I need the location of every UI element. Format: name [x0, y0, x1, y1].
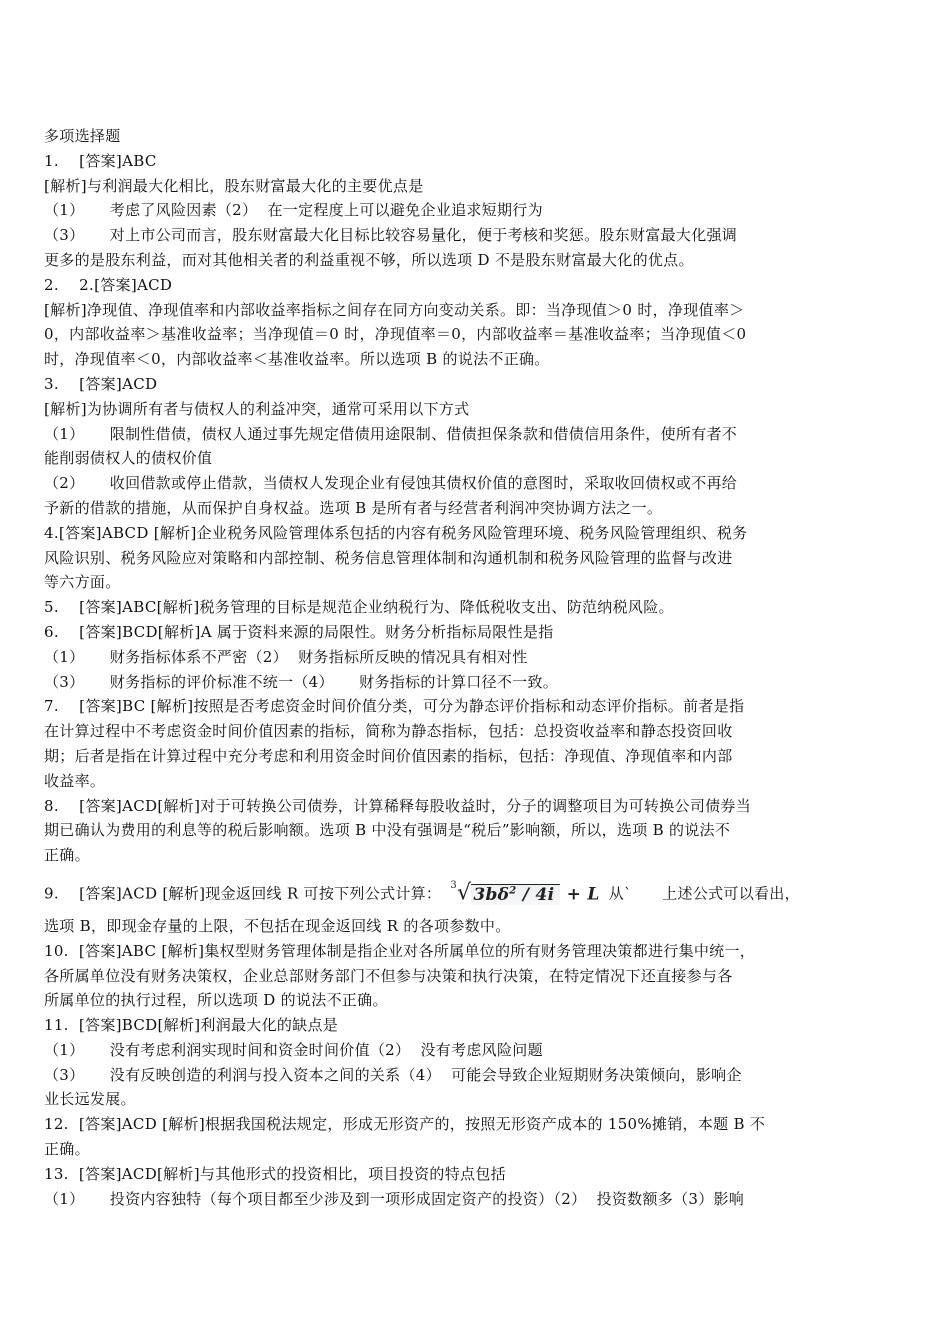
text-line: （1） 考虑了风险因素（2） 在一定程度上可以避免企业追求短期行为 [44, 201, 543, 220]
text-line: 13. [答案]ACD[解析]与其他形式的投资相比，项目投资的特点包括 [44, 1164, 506, 1183]
question-9-line [44, 868, 814, 914]
text-line: （3） 财务指标的评价标准不统一（4） 财务指标的计算口径不一致。 [44, 672, 559, 691]
text-line: 6. [答案]BCD[解析]A 属于资料来源的局限性。财务分析指标局限性是指 [44, 622, 554, 641]
text-line: 等六方面。 [44, 573, 121, 592]
text-line: 11. [答案]BCD[解析]利润最大化的缺点是 [44, 1016, 339, 1035]
cash-return-line-formula [450, 868, 599, 921]
text-line: 更多的是股东利益，而对其他相关者的利益重视不够，所以选项 D 不是股东财富最大化的优点。 [44, 250, 694, 269]
text-line: 期；后者是指在计算过程中充分考虑和利用资金时间价值因素的指标，包括：净现值、净现值率和内部 [44, 746, 733, 765]
formula-root-index: 3 [450, 879, 457, 891]
text-line: 在计算过程中不考虑资金时间价值因素的指标，简称为静态指标，包括：总投资收益率和静态投资回收 [44, 722, 733, 741]
text-line: （1） 限制性借债，债权人通过事先规定借债用途限制、借债担保条款和借债信用条件，使所有者不 [44, 424, 738, 443]
text-line: （3） 对上市公司而言，股东财富最大化目标比较容易量化，便于考核和奖惩。股东财富最大化强调 [44, 226, 738, 245]
question-9-text: 9. [答案]ACD [解析]现金返回线 R 可按下列公式计算： [44, 884, 442, 903]
text-line: [解析]与利润最大化相比，股东财富最大化的主要优点是 [44, 176, 424, 195]
text-line: [解析]为协调所有者与债权人的利益冲突，通常可采用以下方式 [44, 399, 470, 418]
text-line: 各所属单位没有财务决策权，企业总部财务部门不但参与决策和执行决策，在特定情况下还直接参与各 [44, 966, 733, 985]
text-line: 时，净现值率＜0，内部收益率＜基准收益率。所以选项 B 的说法不正确。 [44, 350, 550, 369]
text-line: 予新的借款的措施，从而保护自身权益。选项 B 是所有者与经营者利润冲突协调方法之一。 [44, 498, 663, 517]
text-line: 10. [答案]ABC [解析]集权型财务管理体制是指企业对各所属单位的所有财务管理决策都进行集中统一， [44, 941, 756, 960]
text-line: 所属单位的执行过程，所以选项 D 的说法不正确。 [44, 991, 388, 1010]
text-line: 收益率。 [44, 771, 106, 790]
text-line: 选项 B，即现金存量的上限，不包括在现金返回线 R 的各项参数中。 [44, 916, 511, 935]
text-line: 12. [答案]ACD [解析]根据我国税法规定，形成无形资产的，按照无形资产成本的 150%摊销，本题 B 不 [44, 1115, 766, 1134]
text-line: （1） 财务指标体系不严密（2） 财务指标所反映的情况具有相对性 [44, 647, 528, 666]
formula-tail: + L [560, 884, 600, 905]
text-line: 5. [答案]ABC[解析]税务管理的目标是规范企业纳税行为、降低税收支出、防范纳税风险。 [44, 598, 674, 617]
answer-text-block-1 [44, 124, 814, 868]
document-page [44, 124, 814, 1211]
question-9-after: 从` 上述公式可以看出， [608, 884, 800, 903]
text-line: 风险识别、税务风险应对策略和内部控制、税务信息管理体制和沟通机制和税务风险管理的监督与改进 [44, 548, 733, 567]
text-line: 期已确认为费用的利息等的税后影响额。选项 B 中没有强调是“税后”影响额，所以，选项 B 的说法不 [44, 821, 731, 840]
text-line: （1） 没有考虑利润实现时间和资金时间价值（2） 没有考虑风险问题 [44, 1040, 543, 1059]
text-line: 1. [答案]ABC [44, 151, 157, 170]
text-line: （1） 投资内容独特（每个项目都至少涉及到一项形成固定资产的投资）（2） 投资数额多（3）影响 [44, 1189, 745, 1208]
text-line: 能削弱债权人的债权价值 [44, 449, 213, 468]
text-line: 8. [答案]ACD[解析]对于可转换公司债券，计算稀释每股收益时，分子的调整项目为可转换公司债券当 [44, 796, 752, 815]
text-line: （3） 没有反映创造的利润与投入资本之间的关系（4） 可能会导致企业短期财务决策倾向，影响企 [44, 1065, 742, 1084]
text-line: 3. [答案]ACD [44, 374, 158, 393]
text-line: 业长远发展。 [44, 1090, 136, 1109]
text-line: [解析]净现值、净现值率和内部收益率指标之间存在同方向变动关系。即：当净现值＞0 时，净现值率＞ [44, 300, 745, 319]
radical-sign: √ [456, 880, 472, 906]
formula-radicand-a: 3bδ [473, 884, 510, 905]
text-line: 0，内部收益率＞基准收益率；当净现值＝0 时，净现值率＝0，内部收益率＝基准收益率；当净现值＜0 [44, 325, 747, 344]
text-line: 7. [答案]BC [解析]按照是否考虑资金时间价值分类，可分为静态评价指标和动态评价指标。前者是指 [44, 697, 745, 716]
formula-radicand-b: / 4i [516, 884, 555, 905]
text-line: 正确。 [44, 1140, 90, 1159]
answer-text-block-2 [44, 914, 814, 1212]
text-line: 4.[答案]ABCD [解析]企业税务风险管理体系包括的内容有税务风险管理环境、税务风险管理组织、税务 [44, 523, 748, 542]
formula-radicand [471, 884, 560, 905]
formula-exponent: 2 [509, 884, 517, 896]
text-line: 多项选择题 [44, 127, 121, 145]
text-line: （2） 收回借款或停止借款，当债权人发现企业有侵蚀其债权价值的意图时，采取收回债权或不再给 [44, 474, 738, 493]
text-line: 2. 2.[答案]ACD [44, 275, 173, 294]
text-line: 正确。 [44, 846, 90, 865]
